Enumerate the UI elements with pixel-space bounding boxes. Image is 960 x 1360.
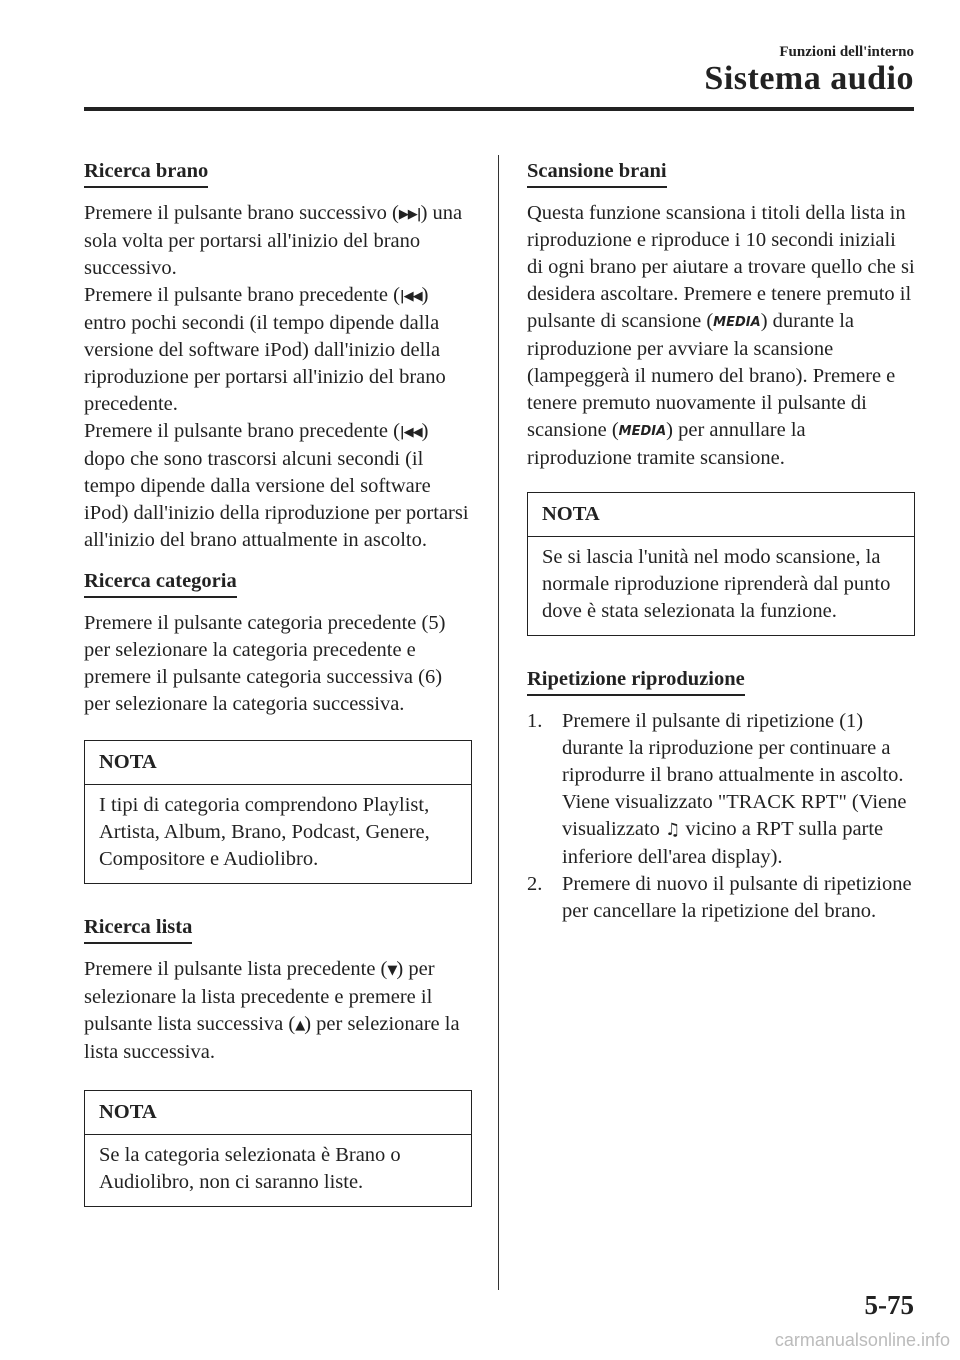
media-button-icon: MEDIA (618, 424, 667, 439)
heading-scansione-brani: Scansione brani (527, 158, 667, 188)
note-text: I tipi di categoria comprendono Playlist, Artista, Album, Brano, Podcast, Genere, Compositore e Audiolibro. (99, 794, 430, 870)
note-title: NOTA (85, 741, 471, 785)
note-text: Se si lascia l'unità nel modo scansione, la normale riproduzione riprenderà dal punto dove è stata selezionata la funzione. (542, 546, 891, 622)
header-rule (84, 107, 914, 111)
heading-ricerca-categoria: Ricerca categoria (84, 568, 237, 598)
watermark: carmanualsonline.info (774, 1330, 950, 1350)
paragraph: Premere il pulsante brano precedente (|◀◀) dopo che sono trascorsi alcuni secondi (il tempo dipende dalla versione del software iPod) dall'inizio della riproduzione per portarsi all'inizio del brano attualmente in ascolto. (84, 420, 469, 551)
note-box (84, 740, 472, 884)
up-triangle-icon: ▲ (295, 1018, 305, 1033)
note-box (84, 1090, 472, 1207)
column-divider (498, 155, 499, 1290)
paragraph: Premere il pulsante brano precedente (|◀◀) entro pochi secondi (il tempo dipende dalla versione del software iPod) dall'inizio della riproduzione per portarsi all'inizio del brano precedente. (84, 284, 446, 415)
note-title: NOTA (528, 493, 914, 537)
paragraph: Premere il pulsante lista precedente (▼) per selezionare la lista precedente e premere il pulsante lista successiva (▲) per selezionare la lista successiva. (84, 958, 460, 1063)
note-box (527, 492, 915, 636)
paragraph: Questa funzione scansiona i titoli della lista in riproduzione e riproduce i 10 secondi iniziali di ogni brano per aiutare a trovare quello che si desidera ascoltare. Premere e tenere premuto il pulsante di scansione (MEDIA) durante la riproduzione per avviare la scansione (lampeggerà il numero del brano). Premere e tenere premuto nuovamente il pulsante di scansione (MEDIA) per annullare la riproduzione tramite scansione. (527, 202, 915, 469)
down-triangle-icon: ▼ (387, 963, 397, 978)
header-section: Funzioni dell'interno (779, 44, 914, 60)
heading-ricerca-lista: Ricerca lista (84, 914, 192, 944)
numbered-list (527, 708, 915, 925)
page-title: Sistema audio (704, 60, 914, 97)
note-title: NOTA (85, 1091, 471, 1135)
page-number: 5-75 (864, 1290, 914, 1320)
next-track-icon: ▶▶| (398, 207, 421, 222)
right-column (527, 158, 915, 925)
heading-ripetizione: Ripetizione riproduzione (527, 666, 745, 696)
media-button-icon: MEDIA (713, 315, 761, 330)
paragraph: Premere il pulsante categoria precedente (5) per selezionare la categoria precedente e premere il pulsante categoria successiva (6) per selezionare la categoria successiva. (84, 612, 446, 715)
heading-ricerca-brano: Ricerca brano (84, 158, 208, 188)
note-text: Se la categoria selezionata è Brano o Audiolibro, non ci saranno liste. (99, 1144, 401, 1193)
left-column (84, 158, 472, 1207)
list-item: 1. Premere il pulsante di ripetizione (1) durante la riproduzione per continuare a riprodurre il brano attualmente in ascolto. Viene visualizzato "TRACK RPT" (Viene visualizzato ♫ vicino a RPT sulla parte inferiore dell'area display). (527, 710, 907, 868)
previous-track-icon: |◀◀ (399, 289, 422, 304)
previous-track-icon: |◀◀ (399, 425, 422, 440)
list-item: 2. Premere di nuovo il pulsante di ripetizione per cancellare la ripetizione del brano. (527, 873, 912, 922)
music-note-icon: ♫ (665, 820, 681, 840)
paragraph: Premere il pulsante brano successivo (▶▶|) una sola volta per portarsi all'inizio del brano successivo. (84, 202, 463, 279)
